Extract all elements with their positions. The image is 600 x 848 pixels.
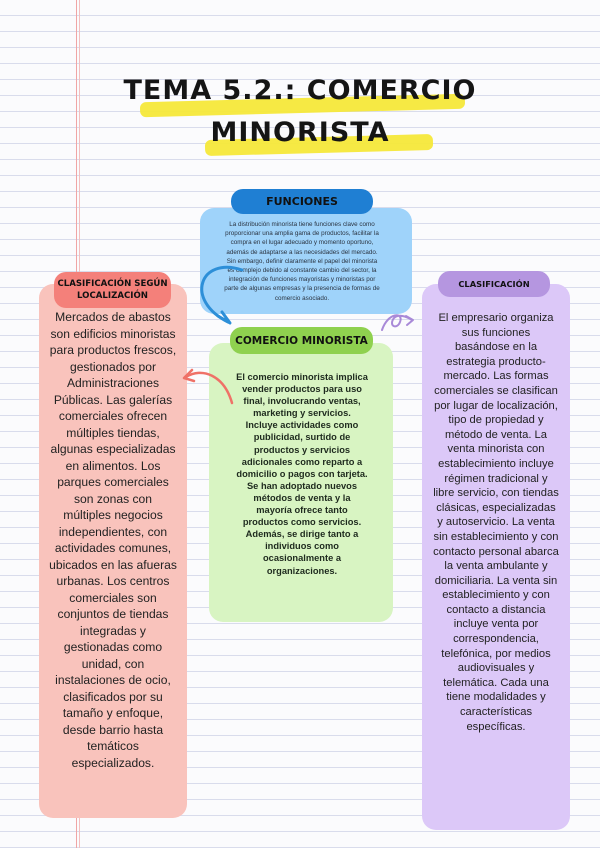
funciones-text: La distribución minorista tiene funciones clave como proporcionar una amplia gama de productos, facilitar la compra en el lugar adecuado y momento oportuno, además de adaptarse a las necesidades del mercado. Sin embargo, definir claramente el papel del minorista es complejo debido al constante cambio del sector, la integración de funciones mayoristas y minoristas por parte de algunas empresas y la presencia de formas de comercio asociado.: [224, 221, 380, 302]
page-title-line2: MINORISTA: [210, 117, 390, 148]
page-title-line1: TEMA 5.2.: COMERCIO: [123, 75, 477, 106]
comercio-minorista-label: COMERCIO MINORISTA: [230, 327, 373, 354]
clasificacion-localizacion-label-line1: CLASIFICACIÓN SEGÚN: [57, 279, 168, 289]
clasificacion-localizacion-label-line2: LOCALIZACIÓN: [77, 291, 148, 301]
comercio-minorista-text: El comercio minorista implica vender productos para uso final, involucrando ventas, marketing y servicios. Incluye actividades como publicidad, surtido de productos y servicios adicionales como reparto a domicilio o pagos con tarjeta. Se han adoptado nuevos métodos de venta y la mayoría ofrece tanto productos como servicios. Además, se dirige tanto a individuos como ocasionalmente a organizaciones.: [236, 372, 368, 576]
curved-arrow-blue-icon: [190, 258, 250, 328]
funciones-label: FUNCIONES: [231, 189, 373, 214]
curved-arrow-purple-icon: [378, 310, 418, 340]
clasificacion-localizacion-text: Mercados de abastos son edificios minoristas para productos frescos, gestionados por Administraciones Públicas. Las galerías comerciales ofrecen múltiples tiendas, algunas especializadas en alimentos. Los parques comerciales son zonas con múltiples negocios independientes, con actividades comunes, ubicados en las afueras urbanas. Los centros comerciales son conjuntos de tiendas integradas y gestionadas como unidad, con instalaciones de ocio, clasificados por su tamaño y enfoque, desde barrio hasta temáticos especializados.: [49, 310, 177, 770]
clasificacion-label: CLASIFICACIÓN: [438, 271, 550, 297]
clasificacion-localizacion-label: [54, 272, 171, 308]
curved-arrow-red-icon: [180, 365, 240, 410]
clasificacion-text: El empresario organiza sus funciones basándose en la estrategia producto-mercado. Las formas comerciales se clasifican por lugar de localización, tipo de propiedad y método de venta. La venta minorista con establecimiento incluye régimen tradicional y libre servicio, con tiendas clásicas, especializadas y autoservicio. La venta sin establecimiento y con contacto personal abarca la venta ambulante y domiciliaria. La venta sin establecimiento y con contacto a distancia incluye venta por correspondencia, telefónica, por medios audiovisuales y telemática. Cada una tiene modalidades y características específicas.: [433, 312, 559, 733]
